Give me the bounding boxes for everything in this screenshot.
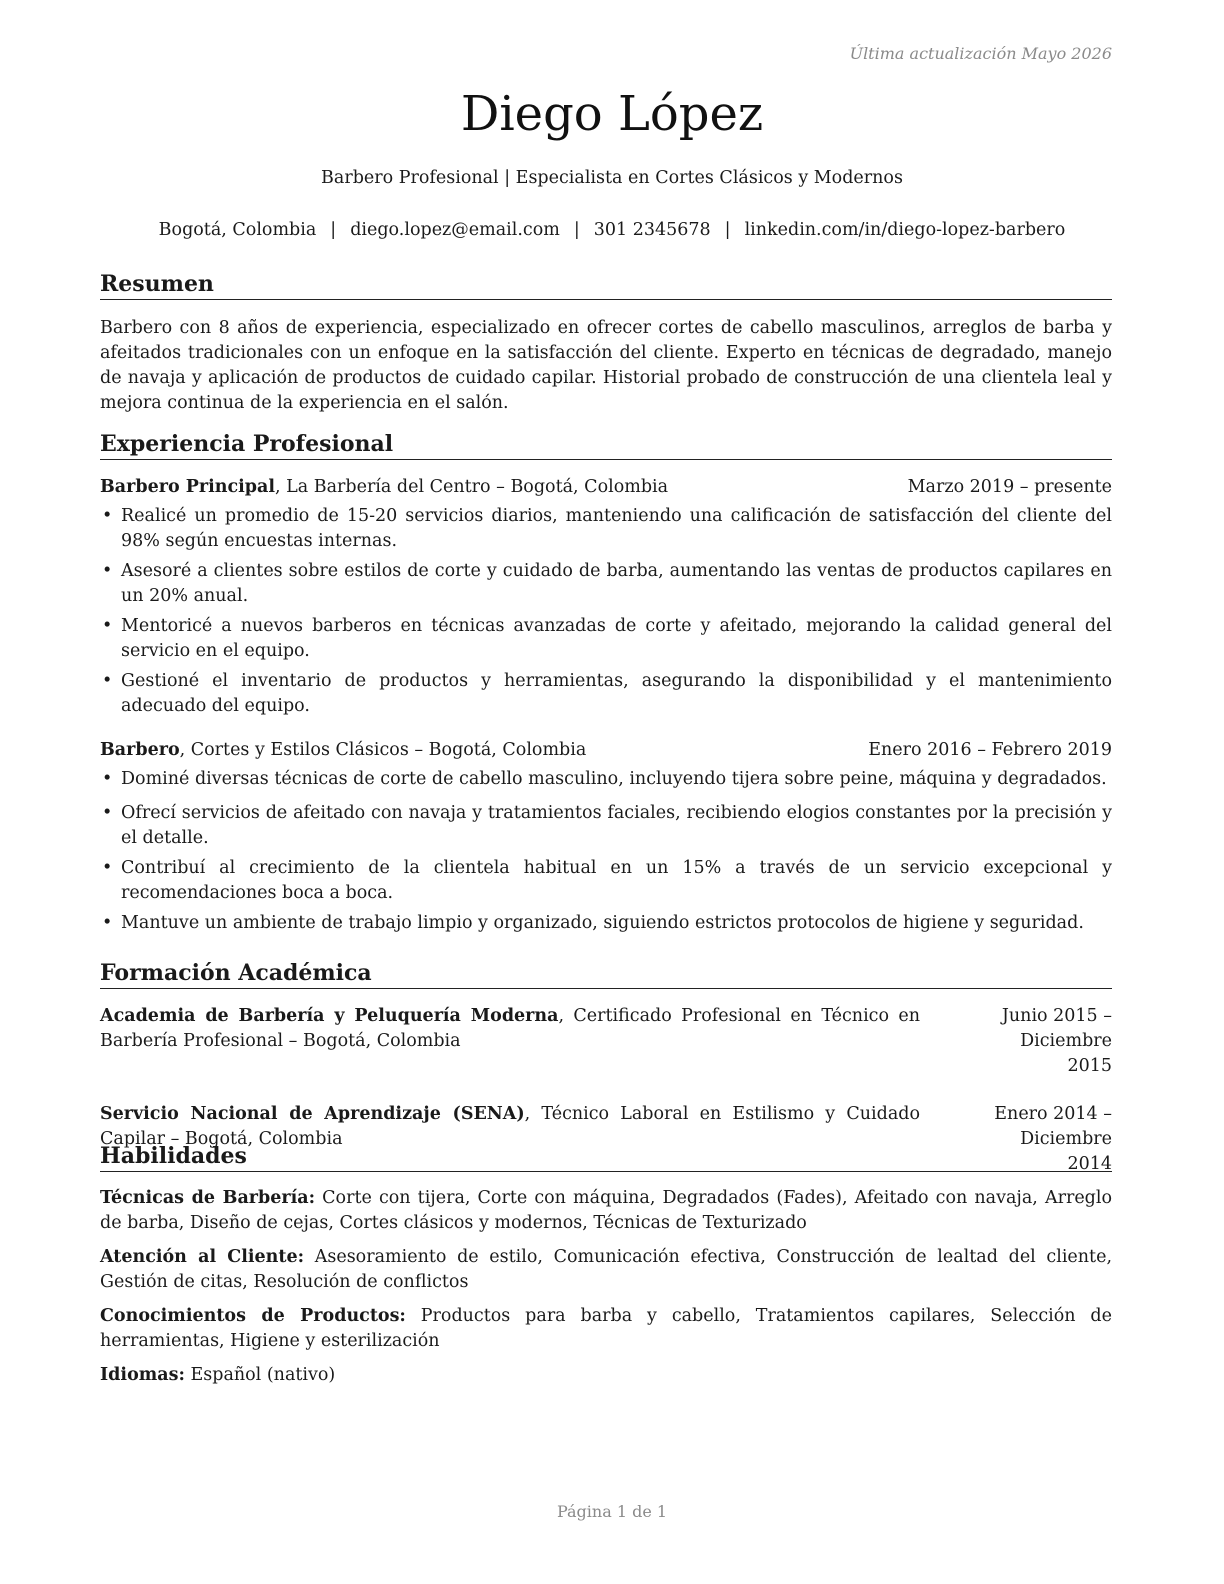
- bullet-text: Gestioné el inventario de productos y herramientas, asegurando la disponibilidad y el mantenimiento adecuado del equipo.: [121, 671, 1112, 716]
- skill-group: [100, 1304, 1112, 1354]
- job-entry: [100, 738, 1112, 936]
- last-updated: Última actualización Mayo 2026: [849, 44, 1112, 63]
- education-description: [100, 1004, 920, 1079]
- list-item: [100, 669, 1112, 719]
- contact-separator: |: [330, 220, 337, 240]
- skill-text: Español (nativo): [184, 1365, 336, 1385]
- skill-text: Asesoramiento de estilo, Comunicación efectiva, Construcción de lealtad del cliente, Gestión de citas, Resolución de conflictos: [100, 1247, 1113, 1292]
- job-title-line: [100, 738, 586, 763]
- bullet-dot: •: [102, 506, 113, 526]
- skill-text: Corte con tijera, Corte con máquina, Degradados (Fades), Afeitado con navaja, Arreglo de barba, Diseño de cejas, Cortes clásicos y modernos, Técnicas de Texturizado: [100, 1188, 1113, 1233]
- list-item: [100, 559, 1112, 609]
- section-heading: Resumen: [100, 270, 1112, 300]
- job-place: , La Barbería del Centro – Bogotá, Colombia: [274, 477, 669, 497]
- list-item: [100, 801, 1112, 851]
- section-heading: Experiencia Profesional: [100, 430, 1112, 460]
- job-title: Barbero: [100, 740, 180, 760]
- candidate-name: Diego López: [460, 86, 764, 142]
- education-detail: , Técnico Laboral en Estilismo y Cuidado Capilar – Bogotá, Colombia: [100, 1104, 920, 1149]
- bullet-text: Contribuí al crecimiento de la clientela habitual en un 15% a través de un servicio excepcional y recomendaciones boca a boca.: [121, 858, 1112, 903]
- contact-linkedin[interactable]: linkedin.com/in/diego-lopez-barbero: [744, 220, 1066, 240]
- job-entry: [100, 475, 1112, 719]
- education-dates-line: 2015: [1067, 1056, 1112, 1076]
- bullet-dot: •: [102, 671, 113, 691]
- experience-section: [100, 430, 1112, 941]
- summary-text: Barbero con 8 años de experiencia, especializado en ofrecer cortes de cabello masculinos, arreglos de barba y afeitados tradicionales con un enfoque en la satisfacción del cliente. Experto en técnicas de degradado, manejo de navaja y aplicación de productos de cuidado capilar. Historial probado de construcción de una clientela leal y mejora continua de la experiencia en el salón.: [100, 318, 1112, 413]
- contact-email[interactable]: diego.lopez@email.com: [350, 220, 560, 240]
- skill-label: Idiomas:: [100, 1365, 185, 1385]
- tagline: Barbero Profesional | Especialista en Cortes Clásicos y Modernos: [321, 168, 903, 188]
- section-heading: Formación Académica: [100, 959, 1112, 989]
- bullet-dot: •: [102, 561, 113, 581]
- page-number: Página 1 de 1: [556, 1502, 668, 1521]
- education-dates: [927, 1004, 1112, 1079]
- bullet-text: Dominé diversas técnicas de corte de cabello masculino, incluyendo tijera sobre peine, máquina y degradados.: [121, 769, 1107, 789]
- job-place: , Cortes y Estilos Clásicos – Bogotá, Colombia: [179, 740, 587, 760]
- contact-separator: |: [573, 220, 580, 240]
- education-entry: [100, 1004, 1112, 1079]
- job-header: [100, 738, 1112, 763]
- education-dates-line: Enero 2014 – Diciembre: [994, 1104, 1112, 1149]
- skill-text: Productos para barba y cabello, Tratamientos capilares, Selección de herramientas, Higiene y esterilización: [100, 1306, 1112, 1351]
- education-school: Academia de Barbería y Peluquería Moderna: [100, 1006, 559, 1026]
- bullet-dot: •: [102, 803, 113, 823]
- skill-group: [100, 1245, 1112, 1295]
- bullet-dot: •: [102, 913, 113, 933]
- education-dates-line: Junio 2015 – Diciembre: [1001, 1006, 1112, 1051]
- education-dates-line: 2014: [1067, 1154, 1112, 1174]
- bullet-text: Mentoricé a nuevos barberos en técnicas avanzadas de corte y afeitado, mejorando la calidad general del servicio en el equipo.: [121, 616, 1112, 661]
- bullet-text: Ofrecí servicios de afeitado con navaja y tratamientos faciales, recibiendo elogios constantes por la precisión y el detalle.: [121, 803, 1112, 848]
- job-bullets: [100, 504, 1112, 719]
- job-dates: Marzo 2019 – presente: [907, 477, 1112, 497]
- bullet-dot: •: [102, 858, 113, 878]
- job-title: Barbero Principal: [100, 477, 275, 497]
- list-item: [100, 856, 1112, 906]
- skills-list: [100, 1186, 1112, 1388]
- bullet-dot: •: [102, 769, 113, 789]
- job-bullets: [100, 767, 1112, 936]
- job-dates: Enero 2016 – Febrero 2019: [868, 740, 1112, 760]
- job-title-line: [100, 475, 668, 500]
- skills-section: [100, 1142, 1112, 1397]
- bullet-dot: •: [102, 616, 113, 636]
- list-item: [100, 911, 1112, 936]
- job-header: [100, 475, 1112, 500]
- section-heading: Habilidades: [100, 1142, 1112, 1172]
- contact-location: Bogotá, Colombia: [158, 220, 317, 240]
- list-item: [100, 504, 1112, 554]
- skill-group: [100, 1363, 1112, 1388]
- bullet-text: Realicé un promedio de 15-20 servicios diarios, manteniendo una calificación de satisfacción del cliente del 98% según encuestas internas.: [121, 506, 1112, 551]
- bullet-text: Mantuve un ambiente de trabajo limpio y organizado, siguiendo estrictos protocolos de higiene y seguridad.: [121, 913, 1084, 933]
- list-item: [100, 614, 1112, 664]
- education-school: Servicio Nacional de Aprendizaje (SENA): [100, 1104, 525, 1124]
- skill-label: Conocimientos de Productos:: [100, 1306, 406, 1326]
- skill-label: Técnicas de Barbería:: [100, 1188, 316, 1208]
- education-detail: , Certificado Profesional en Técnico en Barbería Profesional – Bogotá, Colombia: [100, 1006, 920, 1051]
- contact-separator: |: [724, 220, 731, 240]
- contact-phone[interactable]: 301 2345678: [593, 220, 711, 240]
- skill-label: Atención al Cliente:: [100, 1247, 305, 1267]
- list-item: [100, 767, 1112, 792]
- bullet-text: Asesoré a clientes sobre estilos de corte y cuidado de barba, aumentando las ventas de productos capilares en un 20% anual.: [121, 561, 1112, 606]
- skill-group: [100, 1186, 1112, 1236]
- contact-line: [0, 220, 1224, 240]
- summary-section: [100, 270, 1112, 416]
